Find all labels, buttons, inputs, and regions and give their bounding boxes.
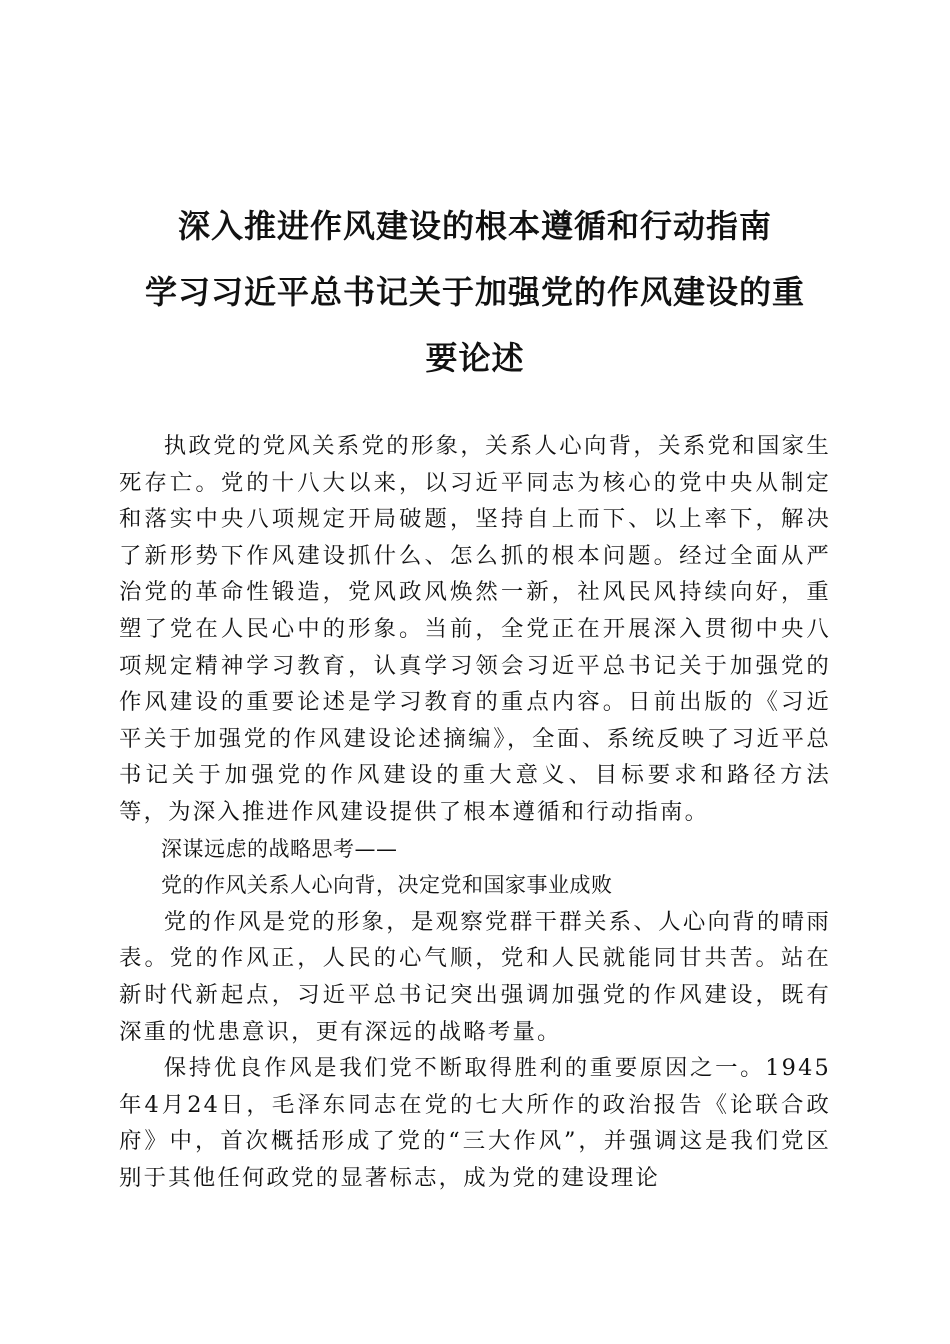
document-title [100,193,850,391]
intro-paragraph: 执政党的党风关系党的形象，关系人心向背，关系党和国家生死存亡。党的十八大以来，以习近平同志为核心的党中央从制定和落实中央八项规定开局破题，坚持自上而下、以上率下，解决了新形势下作风建设抓什么、怎么抓的根本问题。经过全面从严治党的革命性锻造，党风政风焕然一新，社风民风持续向好，重塑了党在人民心中的形象。当前，全党正在开展深入贯彻中央八项规定精神学习教育，认真学习领会习近平总书记关于加强党的作风建设的重要论述是学习教育的重点内容。日前出版的《习近平关于加强党的作风建设论述摘编》，全面、系统反映了习近平总书记关于加强党的作风建设的重大意义、目标要求和路径方法等，为深入推进作风建设提供了根本遵循和行动指南。 [119,433,831,825]
title-line-3: 要论述 [425,339,525,377]
title-line-1: 深入推进作风建设的根本遵循和行动指南 [177,207,772,245]
section-paragraph-2: 保持优良作风是我们党不断取得胜利的重要原因之一。1945年4月24日，毛泽东同志在党的七大所作的政治报告《论联合政府》中，首次概括形成了党的“三大作风”，并强调这是我们党区别于其他任何政党的显著标志，成为党的建设理论 [119,1055,831,1191]
section-subheading-2: 党的作风关系人心向背，决定党和国家事业成败 [161,873,613,898]
title-line-2: 学习习近平总书记关于加强党的作风建设的重 [144,273,805,311]
document-body [119,428,831,1196]
section-subheading-1: 深谋远虑的战略思考—— [161,836,398,861]
section-paragraph-1: 党的作风是党的形象，是观察党群干群关系、人心向背的晴雨表。党的作风正，人民的心气顺，党和人民就能同甘共苦。站在新时代新起点，习近平总书记突出强调加强党的作风建设，既有深重的忧患意识，更有深远的战略考量。 [119,908,831,1045]
